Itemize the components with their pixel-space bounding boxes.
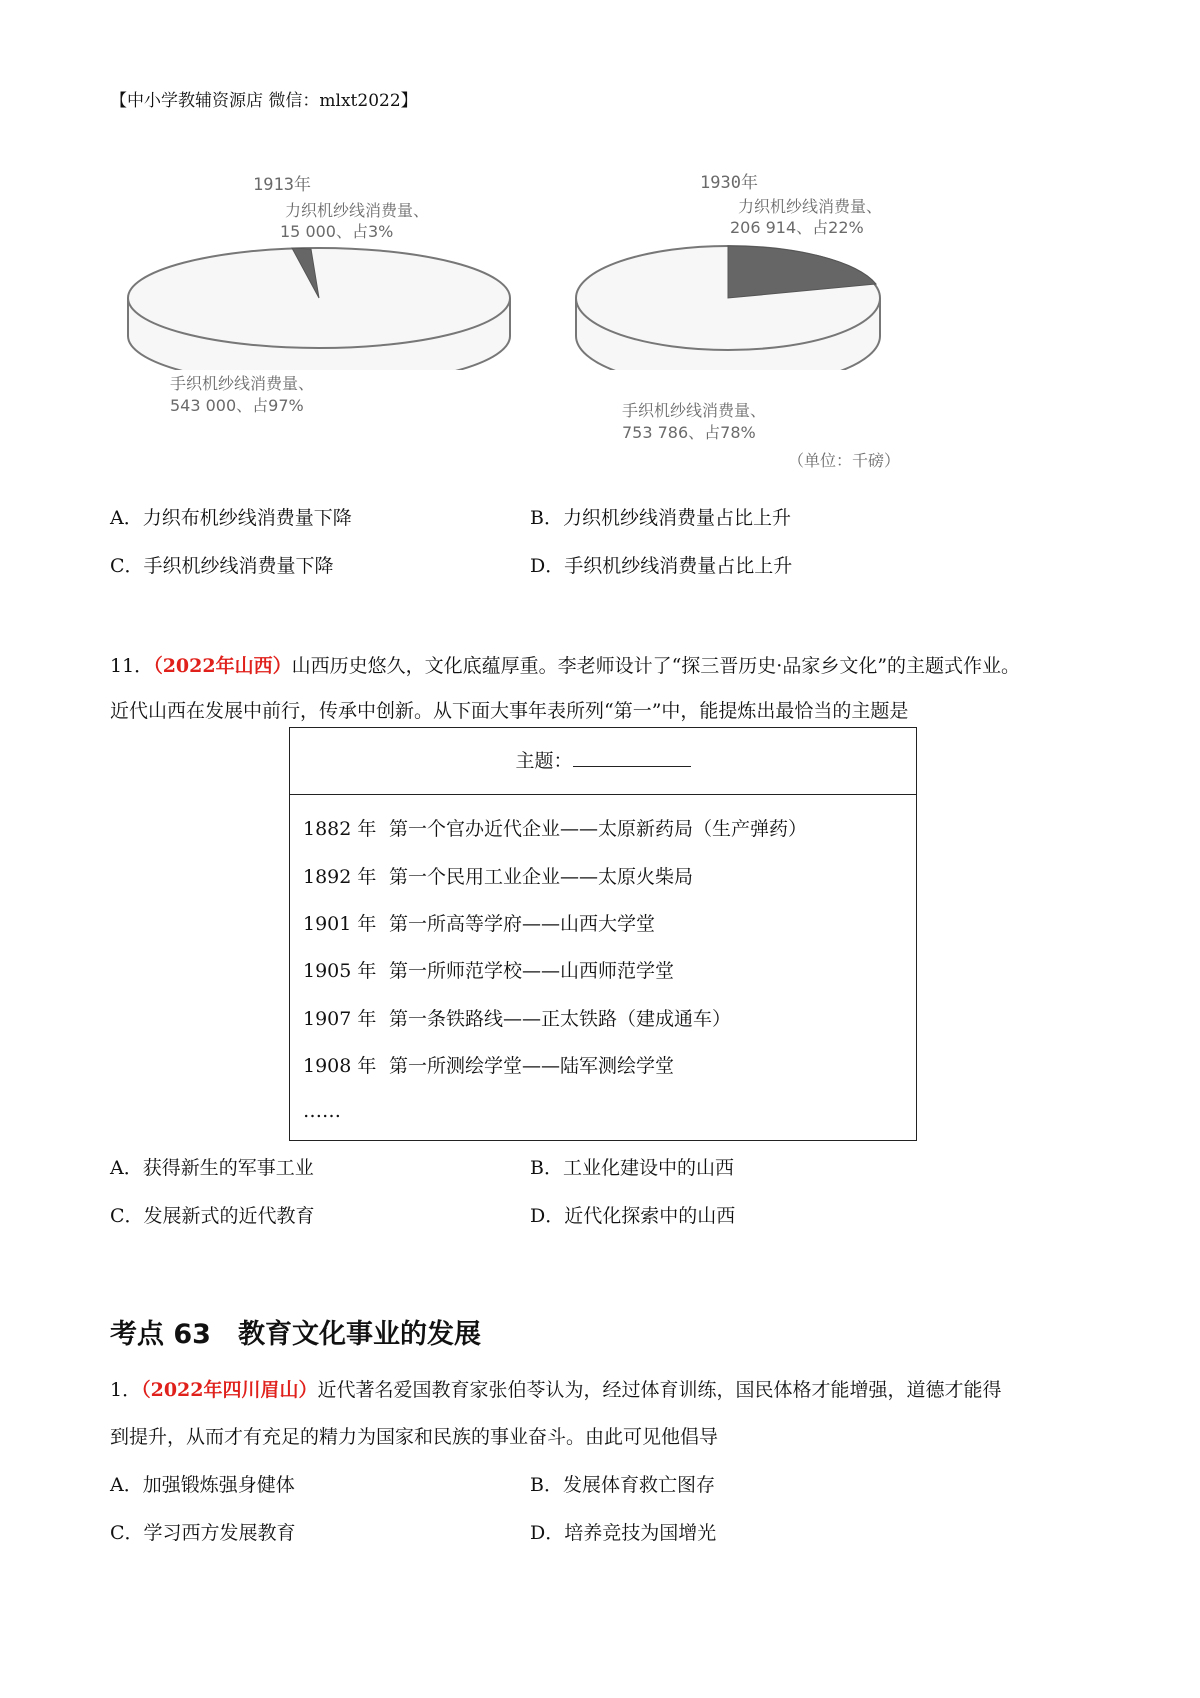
question-1-line-1 (110, 1375, 1002, 1402)
pie-year-label: 1913年 (253, 175, 311, 195)
table-ellipsis: …… (303, 1100, 341, 1122)
pie-top-label-1: 力织机纱线消费量、 (738, 197, 883, 216)
option-c: C．学习西方发展教育 (110, 1522, 296, 1544)
option-c: C．手织机纱线消费量下降 (110, 555, 334, 577)
table-row: 1907 年 第一条铁路线——正太铁路（建成通车） (303, 1008, 732, 1030)
option-a: A．力织布机纱线消费量下降 (110, 507, 352, 529)
question-source: （2022年山西） (153, 655, 292, 677)
table-row: 1892 年 第一个民用工业企业——太原火柴局 (303, 866, 694, 888)
question-11-line-2: 近代山西在发展中前行，传承中创新。从下面大事年表所列“第一”中，能提炼出最恰当的主题是 (110, 700, 909, 722)
question-number: 1． (110, 1379, 142, 1401)
option-a: A．获得新生的军事工业 (110, 1157, 314, 1179)
question-number: 11． (110, 655, 154, 677)
option-d: D．近代化探索中的山西 (530, 1205, 736, 1227)
events-table (289, 727, 917, 1141)
pie-bottom-label-2: 753 786、占78% (622, 423, 756, 442)
table-row: 1905 年 第一所师范学校——山西师范学堂 (303, 960, 675, 982)
option-c: C．发展新式的近代教育 (110, 1205, 315, 1227)
pie-unit-label: （单位：千磅） (788, 451, 901, 470)
option-b: B．工业化建设中的山西 (530, 1157, 734, 1179)
pie-chart-1913 (120, 160, 520, 480)
pie-graphic (120, 240, 520, 370)
section-title: 考点 63 教育文化事业的发展 (110, 1319, 481, 1350)
table-row: 1901 年 第一所高等学府——山西大学堂 (303, 913, 656, 935)
option-b: B．力织机纱线消费量占比上升 (530, 507, 791, 529)
page-header: 【中小学教辅资源店 微信：mlxt2022】 (110, 91, 418, 111)
theme-blank (573, 750, 691, 767)
pie-bottom-label-1: 手织机纱线消费量、 (170, 374, 315, 393)
option-a: A．加强锻炼强身健体 (110, 1474, 295, 1496)
pie-graphic (570, 240, 990, 370)
pie-bottom-label-1: 手织机纱线消费量、 (622, 401, 767, 420)
pie-chart-1930 (570, 160, 990, 480)
question-1-line-2: 到提升，从而才有充足的精力为国家和民族的事业奋斗。由此可见他倡导 (110, 1426, 719, 1448)
pie-top-label-2: 15 000、占3% (280, 222, 394, 241)
table-header (290, 728, 916, 795)
pie-bottom-label-2: 543 000、占97% (170, 396, 304, 415)
question-text: 近代著名爱国教育家张伯苓认为，经过体育训练，国民体格才能增强，道德才能得 (317, 1379, 1002, 1401)
pie-year-label: 1930年 (700, 173, 758, 193)
pie-top-label-1: 力织机纱线消费量、 (285, 201, 430, 220)
question-source: （2022年四川眉山） (141, 1379, 318, 1401)
question-text: 山西历史悠久，文化底蕴厚重。李老师设计了“探三晋历史·品家乡文化”的主题式作业。 (291, 655, 1021, 677)
table-row: 1908 年 第一所测绘学堂——陆军测绘学堂 (303, 1055, 675, 1077)
question-11-line-1 (110, 651, 1020, 678)
option-d: D．手织机纱线消费量占比上升 (530, 555, 793, 577)
theme-label: 主题： (515, 750, 573, 772)
option-d: D．培养竞技为国增光 (530, 1522, 717, 1544)
table-row: 1882 年 第一个官办近代企业——太原新药局（生产弹药） (303, 818, 808, 840)
pie-top-label-2: 206 914、占22% (730, 218, 864, 237)
option-b: B．发展体育救亡图存 (530, 1474, 715, 1496)
